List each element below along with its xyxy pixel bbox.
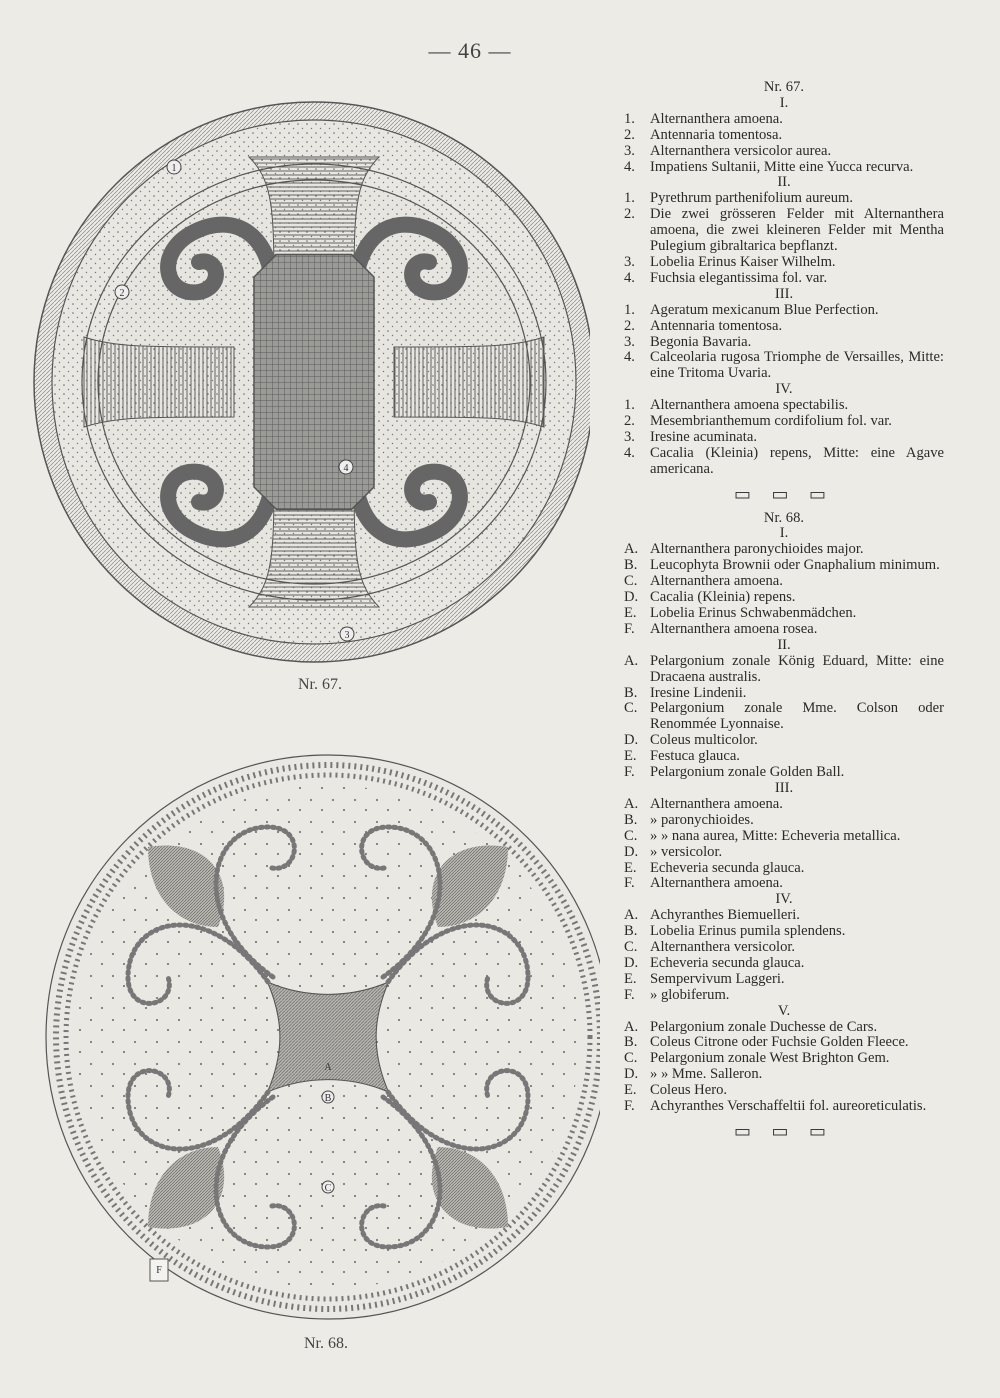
list-item: F. Pelargonium zonale Golden Ball. [624,764,845,781]
plan67-label-3: 3 [344,630,350,641]
list-item: E. Coleus Hero. [624,1082,728,1099]
list-item: A. Pelargonium zonale Duchesse de Cars. [624,1018,878,1035]
list-item: A. Achyranthes Biemuelleri. [624,907,800,924]
section-title: III. [774,285,794,302]
list-item: A. Alternanthera amoena. [624,795,783,812]
section-title: IV. [775,381,793,398]
flowerbed-plan-nr68 [40,752,600,1327]
section-title: II. [777,174,791,191]
plan68-label-c: C [324,1183,332,1194]
plan67-label-1: 1 [171,163,177,174]
list-item: 1. Alternanthera amoena spectabilis. [624,397,849,414]
list-item: A. Alternanthera paronychioides major. [624,541,864,558]
plan68-title: Nr. 68. [763,509,805,526]
ornament-divider: ▭ ▭ ▭ [733,1121,835,1141]
list-item: C. Pelargonium zonale West Brighton Gem. [624,1050,890,1067]
plan67-legend [624,96,944,478]
list-item: 2. Mesembrianthemum cordifolium fol. var. [624,413,892,430]
list-item: 4. Cacalia (Kleinia) repens, Mitte: eine Agave americana. [624,444,944,477]
list-item: D. » » Mme. Salleron. [624,1066,763,1083]
plan67-label-2: 2 [119,288,125,299]
section-title: III. [774,779,794,796]
list-item: F. Alternanthera amoena. [624,875,783,892]
list-item: B. Lobelia Erinus pumila splendens. [624,923,846,940]
flowerbed-plan-nr67 [30,95,590,670]
list-item: B. » paronychioides. [624,811,754,828]
list-item: C. Alternanthera versicolor. [624,939,796,956]
figure-caption-nr68: Nr. 68. [304,1335,348,1352]
list-item: 2. Antennaria tomentosa. [624,126,783,143]
list-item: C. » » nana aurea, Mitte: Echeveria metallica. [624,827,901,844]
list-item: E. Sempervivum Laggeri. [624,970,785,987]
plan68-label-a: A [324,1062,332,1073]
section-title: I. [779,525,789,542]
list-item: 3. Begonia Bavaria. [624,333,752,350]
plan68-legend [624,526,944,1115]
plant-legend [624,80,944,1148]
list-item: C. Alternanthera amoena. [624,573,783,590]
list-item: F. Achyranthes Verschaffeltii fol. aureoreticulatis. [624,1098,927,1115]
list-item: 1. Alternanthera amoena. [624,110,783,127]
list-item: 2. Antennaria tomentosa. [624,317,783,334]
list-item: C. Pelargonium zonale Mme. Colson oder Renommée Lyonnaise. [624,700,944,733]
list-item: 3. Iresine acuminata. [624,428,757,445]
list-item: 3. Lobelia Erinus Kaiser Wilhelm. [624,253,836,270]
page-number: — 46 — [428,38,512,63]
list-item: D. Coleus multicolor. [624,732,758,749]
list-item: D. » versicolor. [624,843,723,860]
list-item: E. Lobelia Erinus Schwabenmädchen. [624,605,857,621]
plan68-label-b: B [324,1093,332,1104]
list-item: B. Leucophyta Brownii oder Gnaphalium minimum. [624,557,940,574]
list-item: 3. Alternanthera versicolor aurea. [624,142,832,159]
section-title: I. [779,94,789,111]
plan68-label-f: F [156,1265,162,1276]
list-item: D. Cacalia (Kleinia) repens. [624,589,796,606]
list-item: E. Festuca glauca. [624,748,740,765]
list-item: 4. Fuchsia elegantissima fol. var. [624,269,828,286]
section-title: II. [777,636,791,653]
section-title: V. [777,1002,791,1019]
list-item: 4. Impatiens Sultanii, Mitte eine Yucca recurva. [624,158,914,175]
list-item: D. Echeveria secunda glauca. [624,954,805,971]
figure-caption-nr67: Nr. 67. [298,676,342,693]
list-item: 1. Ageratum mexicanum Blue Perfection. [624,301,879,318]
ornament-divider: ▭ ▭ ▭ [733,483,835,504]
list-item: E. Echeveria secunda glauca. [624,859,805,876]
list-item: 1. Pyrethrum parthenifolium aureum. [624,190,854,207]
list-item: F. » globiferum. [624,986,730,1003]
list-item: 2. Die zwei grösseren Felder mit Alternanthera amoena, die zwei kleineren Felder mit Mentha Pulegium gibraltarica bepflanzt. [624,206,944,255]
list-item: B. Iresine Lindenii. [624,684,747,701]
section-title: IV. [775,891,793,908]
plan67-title: Nr. 67. [763,79,805,95]
list-item: F. Alternanthera amoena rosea. [624,620,818,637]
list-item: B. Coleus Citrone oder Fuchsie Golden Fleece. [624,1034,909,1051]
list-item: 4. Calceolaria rugosa Triomphe de Versailles, Mitte: eine Tritoma Uvaria. [624,349,944,382]
list-item: A. Pelargonium zonale König Eduard, Mitte: eine Dracaena australis. [624,652,944,685]
plan67-label-4: 4 [343,463,349,474]
